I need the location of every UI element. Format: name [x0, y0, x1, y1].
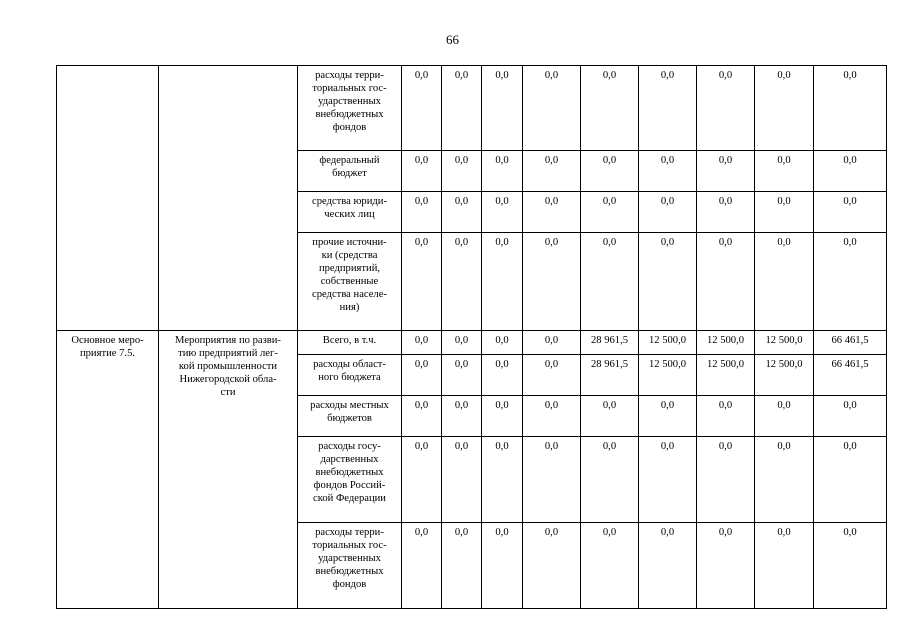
value-cell: 0,0	[442, 66, 482, 151]
value-cell: 0,0	[814, 192, 887, 233]
value-cell: 0,0	[697, 151, 755, 192]
value-cell: 0,0	[482, 523, 523, 609]
value-cell: 0,0	[697, 396, 755, 437]
funding-source: расходы местных бюджетов	[298, 396, 402, 437]
value-cell: 0,0	[523, 523, 581, 609]
value-cell: 0,0	[814, 233, 887, 331]
value-cell: 0,0	[697, 192, 755, 233]
value-cell: 0,0	[581, 66, 639, 151]
table-body	[57, 66, 887, 609]
value-cell: 28 961,5	[581, 331, 639, 355]
funding-source: расходы терри- ториальных гос- ударственных внебюджетных фондов	[298, 523, 402, 609]
value-cell: 12 500,0	[697, 355, 755, 396]
value-cell: 0,0	[639, 66, 697, 151]
value-cell: 0,0	[581, 523, 639, 609]
value-cell: 0,0	[402, 233, 442, 331]
value-cell: 0,0	[442, 192, 482, 233]
value-cell: 0,0	[442, 233, 482, 331]
activity-label: Основное меро- приятие 7.5.	[57, 331, 159, 609]
activity-description: Мероприятия по разви- тию предприятий лег- кой промышленности Нижегородской обла- сти	[159, 331, 298, 609]
value-cell: 0,0	[402, 66, 442, 151]
value-cell: 0,0	[482, 66, 523, 151]
value-cell: 12 500,0	[697, 331, 755, 355]
value-cell: 0,0	[482, 331, 523, 355]
value-cell: 0,0	[814, 151, 887, 192]
value-cell: 0,0	[402, 396, 442, 437]
value-cell: 0,0	[442, 355, 482, 396]
value-cell: 0,0	[814, 66, 887, 151]
value-cell: 0,0	[755, 151, 814, 192]
value-cell: 0,0	[755, 523, 814, 609]
value-cell: 0,0	[697, 233, 755, 331]
value-cell: 0,0	[402, 437, 442, 523]
funding-source: Всего, в т.ч.	[298, 331, 402, 355]
value-cell: 0,0	[755, 437, 814, 523]
value-cell: 0,0	[755, 233, 814, 331]
value-cell: 0,0	[639, 151, 697, 192]
funding-source: расходы терри- ториальных гос- ударственных внебюджетных фондов	[298, 66, 402, 151]
value-cell: 0,0	[697, 66, 755, 151]
value-cell: 0,0	[482, 151, 523, 192]
funding-source: расходы област- ного бюджета	[298, 355, 402, 396]
value-cell: 0,0	[639, 233, 697, 331]
value-cell: 0,0	[755, 66, 814, 151]
value-cell: 0,0	[814, 396, 887, 437]
value-cell: 0,0	[523, 192, 581, 233]
value-cell: 0,0	[442, 396, 482, 437]
value-cell: 0,0	[755, 396, 814, 437]
value-cell: 0,0	[442, 523, 482, 609]
value-cell: 0,0	[523, 151, 581, 192]
value-cell: 0,0	[581, 233, 639, 331]
value-cell: 0,0	[402, 151, 442, 192]
table-row	[57, 331, 887, 355]
value-cell: 0,0	[639, 396, 697, 437]
empty-cell	[159, 66, 298, 331]
value-cell: 0,0	[639, 523, 697, 609]
value-cell: 0,0	[402, 192, 442, 233]
budget-table	[56, 65, 887, 609]
value-cell: 0,0	[402, 523, 442, 609]
value-cell: 12 500,0	[639, 331, 697, 355]
value-cell: 0,0	[581, 437, 639, 523]
funding-source: прочие источни- ки (средства предприятий, собственные средства населе- ния)	[298, 233, 402, 331]
value-cell: 0,0	[581, 151, 639, 192]
value-cell: 0,0	[523, 66, 581, 151]
value-cell: 0,0	[755, 192, 814, 233]
funding-source: федеральный бюджет	[298, 151, 402, 192]
value-cell: 12 500,0	[755, 355, 814, 396]
value-cell: 0,0	[482, 437, 523, 523]
value-cell: 0,0	[482, 233, 523, 331]
value-cell: 0,0	[639, 437, 697, 523]
value-cell: 0,0	[814, 437, 887, 523]
funding-source: средства юриди- ческих лиц	[298, 192, 402, 233]
funding-source: расходы госу- дарственных внебюджетных фондов Россий- ской Федерации	[298, 437, 402, 523]
value-cell: 0,0	[581, 192, 639, 233]
value-cell: 0,0	[523, 437, 581, 523]
value-cell: 0,0	[482, 355, 523, 396]
page-number: 66	[446, 32, 459, 47]
value-cell: 0,0	[442, 151, 482, 192]
table-row	[57, 66, 887, 151]
value-cell: 0,0	[697, 523, 755, 609]
value-cell: 0,0	[581, 396, 639, 437]
value-cell: 66 461,5	[814, 355, 887, 396]
value-cell: 0,0	[639, 192, 697, 233]
value-cell: 0,0	[482, 192, 523, 233]
value-cell: 0,0	[523, 355, 581, 396]
value-cell: 0,0	[482, 396, 523, 437]
empty-cell	[57, 66, 159, 331]
value-cell: 0,0	[814, 523, 887, 609]
value-cell: 28 961,5	[581, 355, 639, 396]
value-cell: 12 500,0	[755, 331, 814, 355]
value-cell: 0,0	[442, 331, 482, 355]
value-cell: 12 500,0	[639, 355, 697, 396]
value-cell: 0,0	[697, 437, 755, 523]
value-cell: 0,0	[523, 396, 581, 437]
value-cell: 0,0	[402, 331, 442, 355]
value-cell: 0,0	[402, 355, 442, 396]
value-cell: 0,0	[442, 437, 482, 523]
value-cell: 66 461,5	[814, 331, 887, 355]
value-cell: 0,0	[523, 233, 581, 331]
value-cell: 0,0	[523, 331, 581, 355]
